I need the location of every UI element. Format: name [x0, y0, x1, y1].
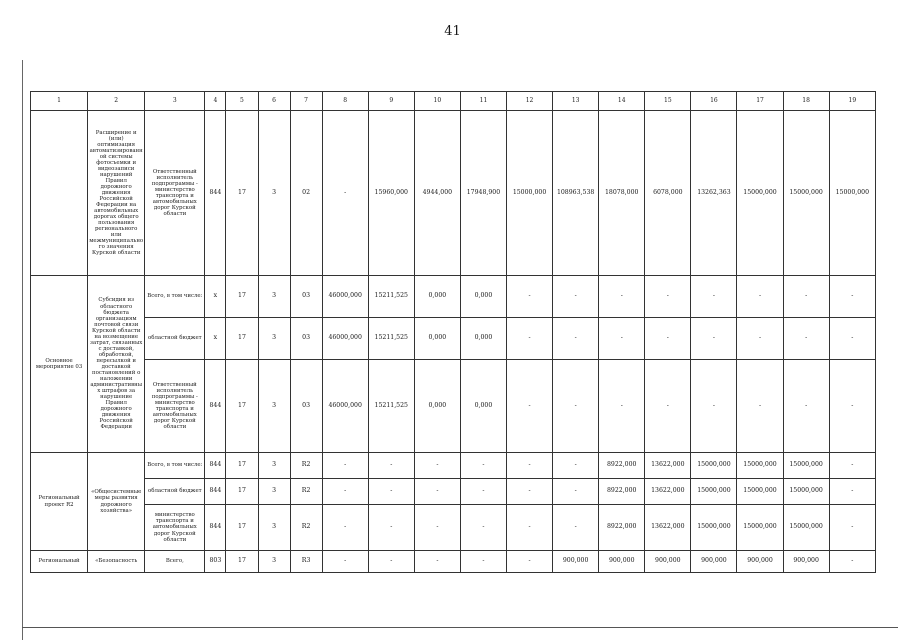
value-cell: 17	[226, 479, 258, 505]
value-cell: 15000,000	[737, 479, 783, 505]
value-cell: R3	[290, 551, 322, 573]
value-cell: R2	[290, 505, 322, 551]
table-row	[31, 318, 876, 360]
value-cell: -	[783, 318, 829, 360]
value-cell: х	[205, 276, 226, 318]
value-cell: -	[414, 551, 460, 573]
header-cell: 18	[783, 92, 829, 111]
value-cell: 15211,525	[368, 360, 414, 453]
value-cell: 3	[258, 276, 290, 318]
header-cell: 9	[368, 92, 414, 111]
value-cell: -	[737, 318, 783, 360]
table-row	[31, 453, 876, 479]
header-cell: 19	[829, 92, 875, 111]
value-cell: -	[507, 318, 553, 360]
table-row	[31, 111, 876, 276]
value-cell: -	[553, 453, 599, 479]
value-cell: 17	[226, 551, 258, 573]
value-cell: 844	[205, 360, 226, 453]
value-cell: R2	[290, 479, 322, 505]
value-cell: 17	[226, 111, 258, 276]
executor-cell: областной бюджет	[145, 318, 205, 360]
value-cell: 3	[258, 453, 290, 479]
value-cell: 13262,363	[691, 111, 737, 276]
value-cell: -	[507, 479, 553, 505]
value-cell: 0,000	[460, 318, 506, 360]
value-cell: -	[322, 551, 368, 573]
value-cell: 15000,000	[783, 505, 829, 551]
value-cell: 0,000	[414, 276, 460, 318]
header-cell: 10	[414, 92, 460, 111]
value-cell: -	[368, 505, 414, 551]
value-cell: 03	[290, 360, 322, 453]
value-cell: 900,000	[783, 551, 829, 573]
header-cell: 13	[553, 92, 599, 111]
description-cell: Субсидия из областного бюджета организациям почтовой связи Курской области на возмещение затрат, связанных с доставкой, обработкой, пересылкой и доставкой постановлений о наложении административных штрафов за нарушение Правил дорожного движения Российской Федерации	[88, 276, 145, 453]
value-cell: 03	[290, 318, 322, 360]
value-cell: 803	[205, 551, 226, 573]
value-cell: 15000,000	[691, 505, 737, 551]
executor-cell: областной бюджет	[145, 479, 205, 505]
value-cell: 900,000	[599, 551, 645, 573]
value-cell: 15000,000	[783, 111, 829, 276]
header-cell: 4	[205, 92, 226, 111]
description-cell: «Безопасность	[88, 551, 145, 573]
value-cell: -	[829, 318, 875, 360]
value-cell: -	[599, 360, 645, 453]
value-cell: 844	[205, 479, 226, 505]
value-cell: -	[322, 479, 368, 505]
value-cell: 3	[258, 360, 290, 453]
value-cell: 900,000	[691, 551, 737, 573]
value-cell: 15211,525	[368, 318, 414, 360]
value-cell: 0,000	[460, 360, 506, 453]
value-cell: 844	[205, 453, 226, 479]
executor-cell: Всего, в том числе:	[145, 276, 205, 318]
page-number: 41	[444, 24, 461, 39]
value-cell: -	[829, 360, 875, 453]
header-cell: 8	[322, 92, 368, 111]
value-cell: 3	[258, 479, 290, 505]
value-cell: -	[414, 505, 460, 551]
value-cell: -	[829, 479, 875, 505]
value-cell: 6078,000	[645, 111, 691, 276]
value-cell: 108963,538	[553, 111, 599, 276]
value-cell: 8922,000	[599, 505, 645, 551]
header-cell: 11	[460, 92, 506, 111]
header-cell: 16	[691, 92, 737, 111]
header-cell: 3	[145, 92, 205, 111]
value-cell: 15000,000	[783, 479, 829, 505]
value-cell: -	[368, 453, 414, 479]
header-cell: 6	[258, 92, 290, 111]
value-cell: 3	[258, 551, 290, 573]
measure-cell: Основное мероприятие 03	[31, 276, 88, 453]
value-cell: 900,000	[645, 551, 691, 573]
value-cell: 17	[226, 453, 258, 479]
value-cell: -	[322, 453, 368, 479]
table-row	[31, 479, 876, 505]
value-cell: 46000,000	[322, 276, 368, 318]
value-cell: -	[553, 479, 599, 505]
value-cell: х	[205, 318, 226, 360]
value-cell: 15000,000	[737, 505, 783, 551]
value-cell: 13622,000	[645, 453, 691, 479]
value-cell: 900,000	[553, 551, 599, 573]
value-cell: 17	[226, 360, 258, 453]
value-cell: 02	[290, 111, 322, 276]
value-cell: -	[507, 360, 553, 453]
value-cell: 3	[258, 505, 290, 551]
value-cell: 15000,000	[737, 453, 783, 479]
value-cell: 15000,000	[691, 479, 737, 505]
value-cell: 15000,000	[783, 453, 829, 479]
value-cell: -	[737, 276, 783, 318]
header-cell: 12	[507, 92, 553, 111]
value-cell: -	[460, 551, 506, 573]
table-row	[31, 551, 876, 573]
measure-cell: Региональный	[31, 551, 88, 573]
value-cell: -	[829, 551, 875, 573]
value-cell: 844	[205, 111, 226, 276]
value-cell: 15000,000	[691, 453, 737, 479]
table-row	[31, 505, 876, 551]
header-cell: 14	[599, 92, 645, 111]
value-cell: 15960,000	[368, 111, 414, 276]
value-cell: 03	[290, 276, 322, 318]
table-row	[31, 276, 876, 318]
value-cell: 4944,000	[414, 111, 460, 276]
header-cell: 5	[226, 92, 258, 111]
value-cell: -	[553, 505, 599, 551]
value-cell: 17948,900	[460, 111, 506, 276]
header-cell: 7	[290, 92, 322, 111]
value-cell: -	[553, 318, 599, 360]
value-cell: 17	[226, 318, 258, 360]
value-cell: 46000,000	[322, 318, 368, 360]
value-cell: -	[507, 505, 553, 551]
executor-cell: Всего,	[145, 551, 205, 573]
value-cell: 0,000	[460, 276, 506, 318]
value-cell: -	[322, 111, 368, 276]
executor-cell: Всего, в том числе:	[145, 453, 205, 479]
value-cell: -	[368, 551, 414, 573]
value-cell: 3	[258, 318, 290, 360]
value-cell: 13622,000	[645, 479, 691, 505]
value-cell: 13622,000	[645, 505, 691, 551]
value-cell: -	[414, 453, 460, 479]
description-cell: Расширение и (или) оптимизация автоматизированной системы фотосъемки и видеозаписи нарушений Правил дорожного движения Российской Федерации на автомобильных дорогах общего пользования регионального или межмуниципального значения Курской области	[88, 111, 145, 276]
description-cell: «Общесистемные меры развития дорожного хозяйства»	[88, 453, 145, 551]
page-bottom-edge	[22, 627, 898, 628]
value-cell: 8922,000	[599, 479, 645, 505]
value-cell: 17	[226, 505, 258, 551]
value-cell: 15000,000	[829, 111, 875, 276]
value-cell: -	[783, 276, 829, 318]
value-cell: -	[414, 479, 460, 505]
value-cell: 15000,000	[507, 111, 553, 276]
value-cell: -	[599, 318, 645, 360]
value-cell: 15000,000	[737, 111, 783, 276]
header-cell: 15	[645, 92, 691, 111]
value-cell: -	[829, 453, 875, 479]
value-cell: R2	[290, 453, 322, 479]
header-cell: 17	[737, 92, 783, 111]
value-cell: 18078,000	[599, 111, 645, 276]
value-cell: 844	[205, 505, 226, 551]
budget-table	[30, 91, 876, 573]
value-cell: 0,000	[414, 318, 460, 360]
value-cell: -	[645, 318, 691, 360]
page-left-edge	[22, 60, 23, 640]
value-cell: 3	[258, 111, 290, 276]
value-cell: -	[829, 505, 875, 551]
value-cell: -	[322, 505, 368, 551]
value-cell: 15211,525	[368, 276, 414, 318]
value-cell: -	[691, 318, 737, 360]
value-cell: 8922,000	[599, 453, 645, 479]
header-row	[31, 92, 876, 111]
value-cell: -	[507, 276, 553, 318]
value-cell: -	[460, 479, 506, 505]
value-cell: 17	[226, 276, 258, 318]
measure-cell: Региональный проект R2	[31, 453, 88, 551]
value-cell: -	[645, 276, 691, 318]
executor-cell: министерство транспорта и автомобильных дорог Курской области	[145, 505, 205, 551]
header-cell: 2	[88, 92, 145, 111]
budget-table-wrapper	[30, 91, 876, 573]
table-row	[31, 360, 876, 453]
value-cell: -	[599, 276, 645, 318]
value-cell: -	[645, 360, 691, 453]
value-cell: -	[507, 453, 553, 479]
value-cell: 900,000	[737, 551, 783, 573]
value-cell: -	[507, 551, 553, 573]
value-cell: -	[691, 276, 737, 318]
value-cell: -	[553, 360, 599, 453]
executor-cell: Ответственный исполнитель подпрограммы - министерство транспорта и автомобильных дорог Курской области	[145, 360, 205, 453]
value-cell: -	[829, 276, 875, 318]
value-cell: -	[460, 505, 506, 551]
value-cell: -	[737, 360, 783, 453]
value-cell: -	[783, 360, 829, 453]
value-cell: -	[368, 479, 414, 505]
value-cell: -	[553, 276, 599, 318]
header-cell: 1	[31, 92, 88, 111]
measure-cell	[31, 111, 88, 276]
value-cell: 46000,000	[322, 360, 368, 453]
executor-cell: Ответственный исполнитель подпрограммы - министерство транспорта и автомобильных дорог Курской области	[145, 111, 205, 276]
value-cell: -	[460, 453, 506, 479]
value-cell: -	[691, 360, 737, 453]
value-cell: 0,000	[414, 360, 460, 453]
